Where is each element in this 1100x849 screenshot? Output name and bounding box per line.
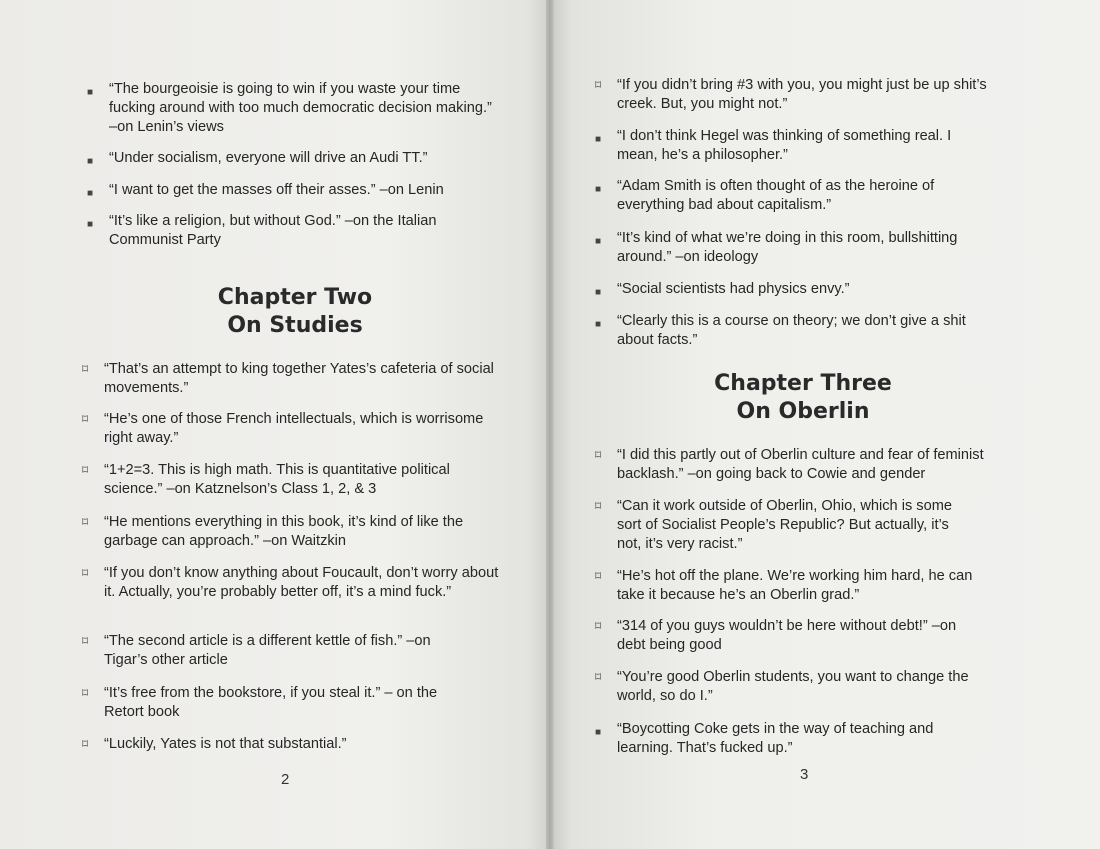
quote-marker-icon: ⌑ xyxy=(595,569,602,583)
quote-item xyxy=(87,149,499,168)
quote-item xyxy=(595,229,987,267)
quote-item xyxy=(87,181,499,200)
bullet-icon: ■ xyxy=(595,134,602,145)
bullet-icon: ■ xyxy=(87,156,94,167)
quote-marker-icon: ⌑ xyxy=(82,412,89,426)
quote-marker-icon: ⌑ xyxy=(82,463,89,477)
right-page xyxy=(550,0,1100,849)
page-number: 3 xyxy=(800,766,809,783)
quote-text: “It’s free from the bookstore, if you steal it.” – on the Retort book xyxy=(104,685,438,720)
quote-text: “You’re good Oberlin students, you want to change the world, so do I.” xyxy=(617,669,969,704)
chapter-subtitle: On Studies xyxy=(227,313,363,338)
quote-item xyxy=(82,564,499,602)
quote-text: “It’s like a religion, but without God.” –on the Italian Communist Party xyxy=(109,213,437,248)
bullet-icon: ■ xyxy=(87,87,94,98)
quote-text: “Adam Smith is often thought of as the heroine of everything bad about capitalism.” xyxy=(617,178,935,213)
chapter-title: Chapter Two xyxy=(217,285,373,310)
quote-item xyxy=(595,567,997,605)
quote-text: “I don’t think Hegel was thinking of something real. I mean, he’s a philosopher.” xyxy=(617,128,952,163)
quote-marker-icon: ⌑ xyxy=(82,515,89,529)
quote-text: “1+2=3. This is high math. This is quantitative political science.” –on Katznelson’s Class 1, 2, & 3 xyxy=(104,462,450,497)
bullet-icon: ■ xyxy=(595,184,602,195)
bullet-icon: ■ xyxy=(595,727,602,738)
quote-marker-icon: ⌑ xyxy=(82,634,89,648)
quote-item xyxy=(595,280,987,299)
quote-item xyxy=(595,177,977,215)
quote-text: “314 of you guys wouldn’t be here without debt!” –on debt being good xyxy=(617,618,957,653)
quote-item xyxy=(595,312,997,350)
quote-text: “He mentions everything in this book, it’s kind of like the garbage can approach.” –on Waitzkin xyxy=(104,514,464,549)
quote-item xyxy=(82,684,474,722)
quote-item xyxy=(82,410,496,448)
bullet-icon: ■ xyxy=(87,188,94,199)
quote-marker-icon: ⌑ xyxy=(82,566,89,580)
quote-marker-icon: ⌑ xyxy=(82,737,89,751)
quote-text: “Boycotting Coke gets in the way of teaching and learning. That’s fucked up.” xyxy=(617,721,934,756)
quote-marker-icon: ⌑ xyxy=(595,670,602,684)
quote-text: “The bourgeoisie is going to win if you waste your time fucking around with too much democratic decision making.” –on Lenin’s views xyxy=(109,81,492,135)
quote-marker-icon: ⌑ xyxy=(595,499,602,513)
quote-item xyxy=(82,461,499,499)
bullet-icon: ■ xyxy=(595,319,602,330)
bullet-icon: ■ xyxy=(595,287,602,298)
quote-marker-icon: ⌑ xyxy=(595,619,602,633)
quote-item xyxy=(595,76,1027,114)
quote-text: “He’s hot off the plane. We’re working him hard, he can take it because he’s an Oberlin grad.” xyxy=(617,568,973,603)
quote-marker-icon: ⌑ xyxy=(595,448,602,462)
quote-text: “Under socialism, everyone will drive an Audi TT.” xyxy=(109,150,428,166)
quote-text: “If you don’t know anything about Foucault, don’t worry about it. Actually, you’re probably better off, it’s a mind fuck.” xyxy=(104,565,499,600)
quote-item xyxy=(595,720,987,758)
quote-marker-icon: ⌑ xyxy=(82,686,89,700)
quote-item xyxy=(595,497,977,554)
quote-item xyxy=(595,127,977,165)
quote-item xyxy=(82,513,504,551)
quote-item xyxy=(82,735,474,754)
chapter-heading xyxy=(658,370,948,426)
page-number: 2 xyxy=(281,771,290,788)
quote-text: “It’s kind of what we’re doing in this room, bullshitting around.” –on ideology xyxy=(617,230,958,265)
quote-marker-icon: ⌑ xyxy=(82,362,89,376)
quote-text: “If you didn’t bring #3 with you, you might just be up shit’s creek. But, you might not.” xyxy=(617,77,987,112)
chapter-heading xyxy=(150,284,440,340)
quote-item xyxy=(82,360,496,398)
bullet-icon: ■ xyxy=(87,219,94,230)
bullet-icon: ■ xyxy=(595,236,602,247)
quote-item xyxy=(87,80,499,137)
quote-text: “The second article is a different kettle of fish.” –on Tigar’s other article xyxy=(104,633,431,668)
quote-text: “He’s one of those French intellectuals, which is worrisome right away.” xyxy=(104,411,484,446)
quote-text: “Can it work outside of Oberlin, Ohio, which is some sort of Socialist People’s Republic? But actually, it’s not, it’s very racist.” xyxy=(617,498,952,552)
quote-text: “Luckily, Yates is not that substantial.” xyxy=(104,736,347,752)
quote-text: “I want to get the masses off their asses.” –on Lenin xyxy=(109,182,444,198)
quote-item xyxy=(595,446,1027,484)
chapter-title: Chapter Three xyxy=(714,371,892,396)
chapter-subtitle: On Oberlin xyxy=(736,399,870,424)
quote-item xyxy=(82,632,474,670)
quote-text: “I did this partly out of Oberlin culture and fear of feminist backlash.” –on going back to Cowie and gender xyxy=(617,447,984,482)
book-gutter xyxy=(546,0,554,849)
quote-item xyxy=(595,668,1007,706)
quote-text: “Social scientists had physics envy.” xyxy=(617,281,850,297)
quote-text: “That’s an attempt to king together Yates’s cafeteria of social movements.” xyxy=(104,361,494,396)
quote-text: “Clearly this is a course on theory; we don’t give a shit about facts.” xyxy=(617,313,966,348)
quote-marker-icon: ⌑ xyxy=(595,78,602,92)
quote-item xyxy=(87,212,489,250)
quote-item xyxy=(595,617,987,655)
